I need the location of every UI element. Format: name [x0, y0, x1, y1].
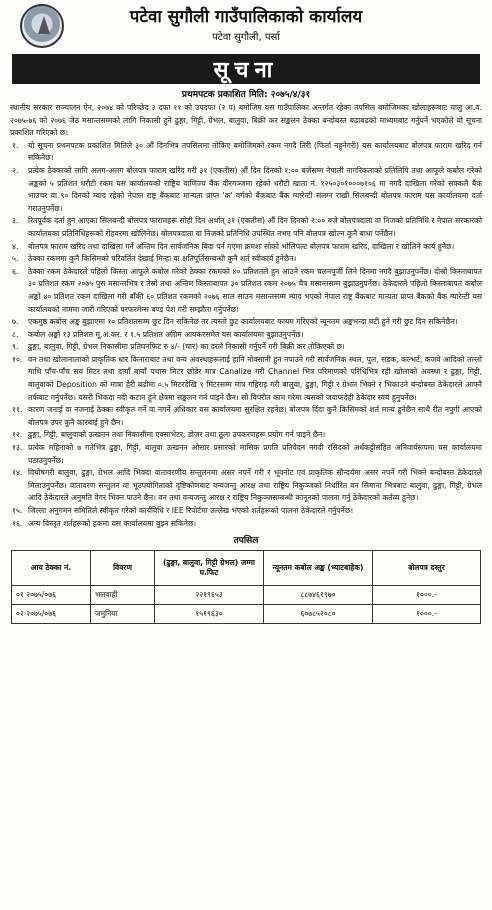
cell-total-volume: २२१९६५३ — [155, 586, 264, 605]
point-text: प्रत्येक महिनाको ७ गतेभित्र ढुङ्गा, गिट्टी, बालुवा उत्खनन ओसार प्रसारको मासिक प्रगति प्रतिवेदन नगदी रसिदको अर्धकट्टीसहित अनिवार्यरूपमा यस कार्यालयमा पठाउनुपर्नेछ। — [28, 443, 482, 465]
table-row — [12, 586, 481, 605]
point-text: ढुङ्गा, बालुवा, गिट्टी, ग्रेभल निकासीमा प्रतिघनफिट रु ४/- (चार) का दरले निकासी गर्नुपर्ने गरी बिक्री कर तोकिएको छ। — [28, 342, 345, 352]
point-number: १४. — [12, 468, 23, 478]
point-text: एकमुष्ठ कबोल अङ्क बुझाएमा १० प्रतिशतसम्म छुट दिन सकिनेछ तर त्यस्तो छुट कार्यालयबाट कायम गरिएको न्यूनतम अङ्कभन्दा घटी हुने गरी छुट दिन सकिनेछैन। — [28, 317, 458, 327]
point-number: ६. — [12, 266, 19, 276]
point-number: ११. — [12, 405, 23, 415]
point-number: ३. — [12, 216, 19, 226]
point-text: यो सूचना प्रथमपटक प्रकाशित मितिले ३० औं दिनभित्र तपसिलमा तोकिए बमोजिमको रकम नगदै तिरी (फिर्ता नहुनेगरी) यस कार्यालयबाट बोलपत्र फाराम खरिद गर्न सकिनेछ। — [28, 140, 482, 163]
notice-point — [10, 140, 482, 165]
intro-paragraph: स्थानीय सरकार सञ्चालन ऐन, २०७४ को परिच्छेद ३ दफा ११ को उपदफा (२ प) बमोजिम यस गाउँपालिका अन्तर्गत रहेका तपसिल बमोजिमका खोलाहरूबाट चालु आ.व. २०७५-७६ को २०७६ जेठ मसान्तसम्मको लागि निकासी हुने ढुङ्गा, गिट्टी, ग्रेभल, बालुवा, बिक्री कर सङ्कलन ठेक्का बन्दोबस्त बढाबढको माध्यमबाट गर्नुपर्ने भएकोले यो सूचना प्रकाशित गरिएको छ। — [10, 103, 482, 138]
point-text: अन्य विस्तृत शर्तहरूको हकमा यस कार्यालयमा बुझ्न सकिनेछ। — [28, 518, 197, 528]
government-emblem-icon — [20, 4, 64, 48]
cell-bid-fee: १०००.- — [373, 605, 481, 624]
notice-point — [10, 241, 482, 254]
cell-min-bid: ६०७८५२०८० — [264, 605, 373, 624]
point-number: २. — [12, 165, 19, 175]
notice-point — [10, 316, 482, 329]
table-row — [12, 605, 481, 624]
point-number: १३. — [12, 443, 23, 453]
published-date: प्रथमपटक प्रकाशित मिति: २०७५/४/३१ — [181, 90, 311, 100]
point-text: प्रत्येक ठेक्काको लागि अलग-अलग बोलपत्र फाराम खरिद गरी ३१ (एकतीस) औं दिन दिनको १:०० बजेसम्म नेपाली नागरिकताको प्रतिलिपि तथा आफूले कबोल गरेको अङ्कको ५ प्रतिशत धरौटी रकम यस कार्यालयको राष्ट्रिय वाणिज्य बैंक वीरगञ्जमा रहेको धरौटी खाता नं. १२५०३०१०००७१०६ मा नगदै दाखिला गरेको सक्कलै बैंक भाउचर वा ९० दिनको म्याद रहेको नेपाल राष्ट्र बैंकबाट मान्यता प्राप्त 'क' वर्गको बैंकबाट बैंक ग्यारेन्टी संलग्न राखी सिलबन्दी बोलपत्र फाराम यस कार्यालयमा दर्ता गराउनुपर्नेछ। — [28, 165, 482, 213]
point-number: १२. — [12, 430, 23, 440]
notice-point — [10, 429, 482, 442]
point-text: ठेक्का रकम ठेकेदारले पहिलो किस्ता आफूले कबोल गरेको ठेक्का रकमको ४० प्रतिशतले हुन आउने रकम चलनपूर्जी लिने दिनमा नगदै बुझाउनुपर्नेछ। दोस्रो किस्ताबापत ३० प्रतिशत रकम २०७५ पुस मसान्तभित्र र तेस्रो तथा अन्तिम किस्ताबापत ३० प्रतिशत रकम २०७५ चैत्र मसान्तसम्म बुझाउनुपर्नेछ। ठेकेदारले पहिलो किस्ताबापत कबोल अङ्को ४० प्रतिशत रकम दाखिला गरी बाँकी ६० प्रतिशत रकमको २०७६ साल साउन मसान्तसम्म म्याद भएको नेपाल राष्ट्र बैंकबाट मान्यता प्राप्त बैंकको बैंक ग्यारेन्टी यस कार्यालयको नाममा जारी गरिएको परफरमेन्स बण्ड पेश गरी सम्झौता गर्नुपर्नेछ। — [28, 266, 482, 314]
cell-description: जमुनिया — [91, 605, 155, 624]
col-total-volume: (ढुङ्गा, बालुवा, गिट्टी ग्रेभल) जम्मा घ.फिट — [155, 551, 264, 586]
point-number: ५. — [12, 254, 19, 264]
col-bid-fee: बोलपत्र दस्तुर — [373, 551, 481, 586]
contract-table — [11, 550, 481, 624]
notice-point — [10, 215, 482, 240]
notice-point — [10, 266, 482, 316]
notice-point — [10, 341, 482, 354]
cell-contract-no: ०१ २०७५/०७६ — [12, 586, 91, 605]
notice-point — [10, 442, 482, 467]
point-text: जिल्ला अनुगमन समितिले स्वीकृत गरेको कार्यविधि र IEE रिपोर्टमा उल्लेख भएको शर्तहरूको पालना ठेकेदारले गर्नुपर्नेछ। — [28, 506, 354, 515]
point-text: बोलपत्र फाराम खरिद तथा दाखिला गर्ने अन्तिम दिन सार्वजनिक बिदा पर्न गएमा क्रमशः सोको भोलिपल्ट बोलपत्र फाराम खरिद, दाखिला र खोलिने कार्य हुनेछ। — [28, 241, 455, 251]
notice-point — [10, 404, 482, 429]
point-text: कारण जनाई वा नजनाई ठेक्का स्वीकृत गर्ने वा नगर्ने अधिकार यस कार्यालयमा सुरक्षित रहनेछ। बोलपत्र दिंदा कुनै किसिमको शर्त मान्य हुनेछैन साथै रीत नपुगी आएको बोलपत्र उपर कुनै कारबाई हुने छैन। — [28, 405, 482, 427]
point-text: रितपूर्वक दर्ता हुन आएका सिलबन्दी बोलपत्र फारामहरू सोही दिन अर्थात् ३१ (एकतीस) औं दिन दिनको २:०० बजे बोलपत्रदाता वा निजको प्रतिनिधि र नेपाल सरकारको कार्यालयका प्रतिनिधिहरूको रोहवरमा खोलिनेछ। बोलपत्रदाता वा निजको प्रतिनिधि उपस्थित नभए पनि बोलपत्र खोल्न कुनै बाधा पर्नेछैन। — [28, 216, 482, 238]
notice-point — [10, 505, 482, 518]
point-number: १६. — [12, 518, 23, 528]
point-text: वन तथा खोलानालाको प्राकृतिक धार किनाराबाट तथा वन्य अवस्थाहरूलाई हानि नोक्सानी हुन नपाउने गरी सार्वजनिक स्थल, पुल, सडक, कल्भर्ट, कजवे आदिको तल्लो माथि पाँच-पाँच सय मिटर तथा दायाँ बायाँ पचास मिटर छोडेर मात्र Canalize गरी Channel भित्र परिमाणको परिधिभित्र रही खोलाको अवस्था र ढुङ्गा, गिट्टी, बालुवाको Deposition को मात्रा हेरी बढीमा ०.५ मिटरदेखि १ मिटरसम्म मात्र गहिराइ गरी बालुवा, ढुङ्गा, गिट्टी र ग्रेभल भिक्ने र भिकाउने बन्दोबस्त ठेकेदारले आफ्नै तर्फबाट गर्नुपर्नेछ। यसरी भिकदा नदी कटान हुने क्षेत्रमा सङ्कलन गर्न पाइने छैन। सो विपरीत काम गरेमा त्यसको जवाफदेही ठेकेदार स्वयं हुनुपर्नेछ। — [28, 354, 482, 402]
col-min-bid: न्यूनतम कबोल अङ्क (भ्याटबाहेक) — [264, 551, 373, 586]
table-title: तपसिल — [233, 536, 259, 547]
point-number: ८. — [12, 329, 19, 339]
point-text: कबोल अङ्को १३ प्रतिशत मू.अ.कर. र १.५ प्रतिशत अग्रिम आयकरसमेत यस कार्यालयमा बुझाउनुपर्नेछ। — [28, 329, 304, 339]
notice-point — [10, 354, 482, 404]
notice-point — [10, 253, 482, 266]
point-text: वियोषगरी बालुवा, ढुङ्गा, ग्रेभल आदि भिक्दा वातावरणीय सन्तुलनमा असर नपर्ने गरी र भूवनोट एवं प्राकृतिक सौन्दर्यमा असर नपर्ने गरी भिक्ने बन्दोबस्त ठेकेदारले मिलाउनुपर्नेछ। वातावरण सन्तुलन वा भूउपयोगिताको दृष्टिकोणबाट वन्यजन्तु आरक्ष तथा राष्ट्रिय निकुञ्जको निर्धारित वन सिमाना भित्रबाट बालुवा, ढुङ्गा, गिट्टी, ग्रेभल आदि ठेकेदारले अनुमति वेगर भिक्न पाउने छैन। वन तथा वन्यजन्तु आरक्ष र राष्ट्रिय निकुञ्जसम्बन्धी कानूनको पालना गर्नु ठेकेदारको कर्तव्य हुनेछ। — [28, 468, 482, 503]
col-contract-no: आय ठेक्का नं. — [12, 551, 91, 586]
cell-min-bid: ८८७४६१९७० — [264, 586, 373, 605]
cell-bid-fee: १०००.- — [373, 586, 481, 605]
notice-banner: सूचना — [12, 54, 480, 84]
cell-contract-no: ०२ २०७५/०७६ — [12, 605, 91, 624]
point-number: १५. — [12, 506, 23, 515]
point-number: १०. — [12, 354, 23, 364]
notice-point — [10, 467, 482, 505]
point-text: ठेक्का रकममा कुनै किसिमको परिवर्तित देखाई मिन्हा वा क्षतिपूर्तिसम्बन्धी कुनै शर्त स्वीकार्य हुनेछैन। — [28, 254, 297, 264]
point-text: ढुङ्गा, गिट्टी, बालुवाको उत्खनन तथा निकासीमा एक्साभेटर, डोजर तथा ठूला उपकरणहरू प्रयोग गर्न पाइने छैन। — [28, 430, 326, 440]
cell-description: भलवाही — [91, 586, 155, 605]
point-number: ९. — [12, 342, 19, 352]
point-number: १. — [12, 140, 19, 150]
point-number: ४. — [12, 241, 19, 251]
notice-point — [10, 165, 482, 215]
header — [10, 0, 482, 52]
col-description: विवरण — [91, 551, 155, 586]
cell-total-volume: १५१९६३० — [155, 605, 264, 624]
point-number: ७. — [12, 317, 19, 327]
office-name: पटेवा सुगौली गाउँपालिकाको कार्यालय — [129, 7, 363, 27]
notice-point — [10, 518, 482, 531]
notice-point — [10, 329, 482, 342]
table-header-row — [12, 551, 481, 586]
notice-points — [10, 140, 482, 530]
office-address: पटेवा सुगौली, पर्सा — [212, 32, 280, 43]
